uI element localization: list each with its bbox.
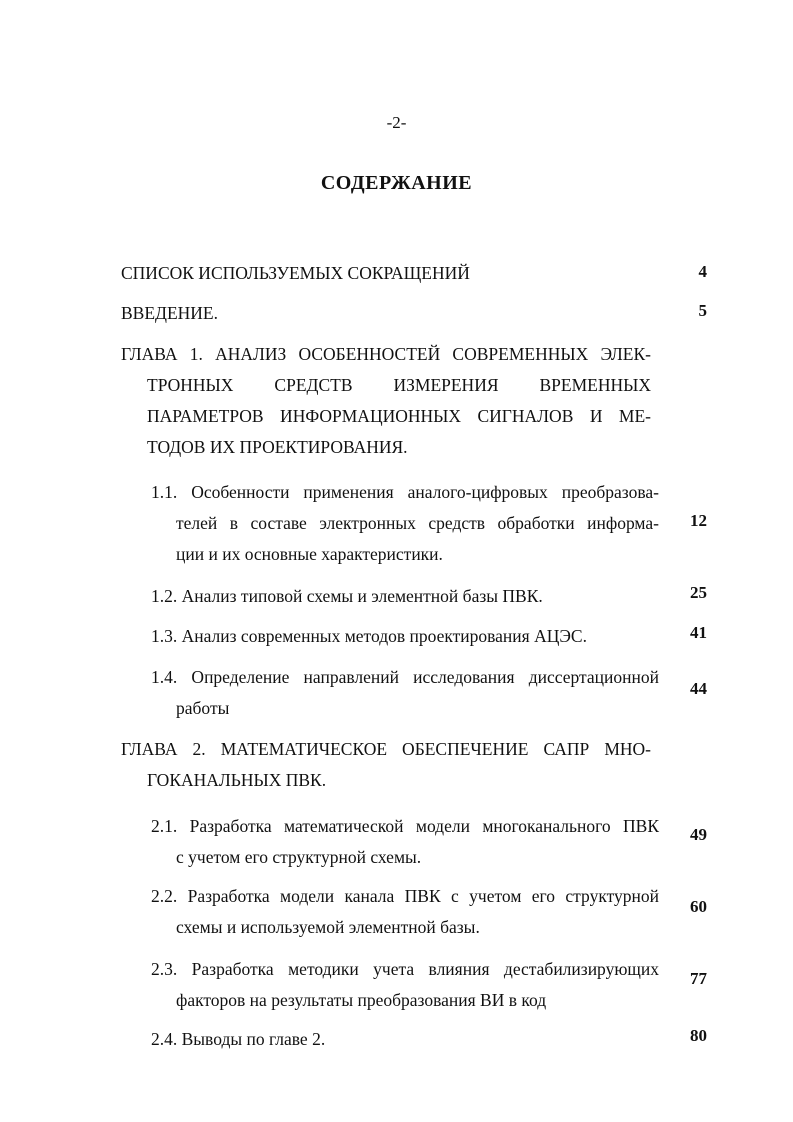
toc-entry-text: 2.3. Разработка методики учета влияния дестабилизирующих	[151, 959, 659, 979]
toc-section-2-3	[151, 954, 659, 1016]
toc-entry-text: ПАРАМЕТРОВ ИНФОРМАЦИОННЫХ СИГНАЛОВ И МЕ-	[147, 406, 651, 426]
toc-entry-text: 2.1. Разработка математической модели многоканального ПВК	[151, 816, 659, 836]
toc-section-1-2	[151, 581, 659, 612]
toc-entry-text: ВВЕДЕНИЕ.	[121, 303, 219, 323]
toc-page-number: 12	[690, 511, 707, 530]
toc-page-number: 25	[690, 583, 707, 602]
toc-entry-text: ции и их основные характеристики.	[176, 544, 443, 564]
toc-section-2-1	[151, 811, 659, 873]
toc-page-number: 60	[690, 897, 707, 916]
toc-entry-introduction	[121, 298, 218, 329]
toc-entry-text: ГЛАВА 1. АНАЛИЗ ОСОБЕННОСТЕЙ СОВРЕМЕННЫХ ЭЛЕК-	[121, 344, 651, 364]
toc-entry-text: ГОКАНАЛЬНЫХ ПВК.	[147, 770, 327, 790]
toc-entry-text: СПИСОК ИСПОЛЬЗУЕМЫХ СОКРАЩЕНИЙ	[121, 263, 470, 283]
toc-entry-text: схемы и используемой элементной базы.	[176, 917, 480, 937]
toc-entry-text: 1.3. Анализ современных методов проектирования АЦЭС.	[151, 626, 587, 646]
toc-chapter-2	[121, 734, 651, 796]
toc-entry-text: 2.4. Выводы по главе 2.	[151, 1029, 326, 1049]
toc-entry-abbreviations	[121, 258, 470, 289]
toc-entry-text: 1.1. Особенности применения аналого-цифровых преобразова-	[151, 482, 659, 502]
toc-section-2-4	[151, 1024, 659, 1055]
toc-section-2-2	[151, 881, 659, 943]
toc-entry-text: ГЛАВА 2. МАТЕМАТИЧЕСКОЕ ОБЕСПЕЧЕНИЕ САПР МНО-	[121, 739, 651, 759]
toc-page-number: 5	[698, 301, 707, 320]
toc-entry-text: телей в составе электронных средств обработки информа-	[176, 513, 659, 533]
page-title: СОДЕРЖАНИЕ	[320, 172, 473, 194]
toc-entry-text: ТОДОВ ИХ ПРОЕКТИРОВАНИЯ.	[147, 437, 408, 457]
toc-page-number: 41	[690, 623, 707, 642]
toc-section-1-4	[151, 662, 659, 724]
toc-entry-text: 1.4. Определение направлений исследования диссертационной	[151, 667, 659, 687]
toc-entry-text: 2.2. Разработка модели канала ПВК с учетом его структурной	[151, 886, 659, 906]
toc-entry-text: работы	[176, 698, 230, 718]
toc-page-number: 44	[690, 679, 707, 698]
toc-section-1-1	[151, 477, 659, 570]
page-number: -2-	[386, 113, 407, 132]
toc-entry-text: с учетом его структурной схемы.	[176, 847, 422, 867]
toc-page-number: 49	[690, 825, 707, 844]
toc-entry-text: 1.2. Анализ типовой схемы и элементной базы ПВК.	[151, 586, 543, 606]
toc-chapter-1	[121, 339, 651, 463]
toc-page-number: 80	[690, 1026, 707, 1045]
toc-section-1-3	[151, 621, 659, 652]
toc-page-number: 77	[690, 969, 707, 988]
toc-page-number: 4	[698, 262, 707, 281]
toc-entry-text: факторов на результаты преобразования ВИ в код	[176, 990, 547, 1010]
toc-entry-text: ТРОННЫХ СРЕДСТВ ИЗМЕРЕНИЯ ВРЕМЕННЫХ	[147, 375, 651, 395]
